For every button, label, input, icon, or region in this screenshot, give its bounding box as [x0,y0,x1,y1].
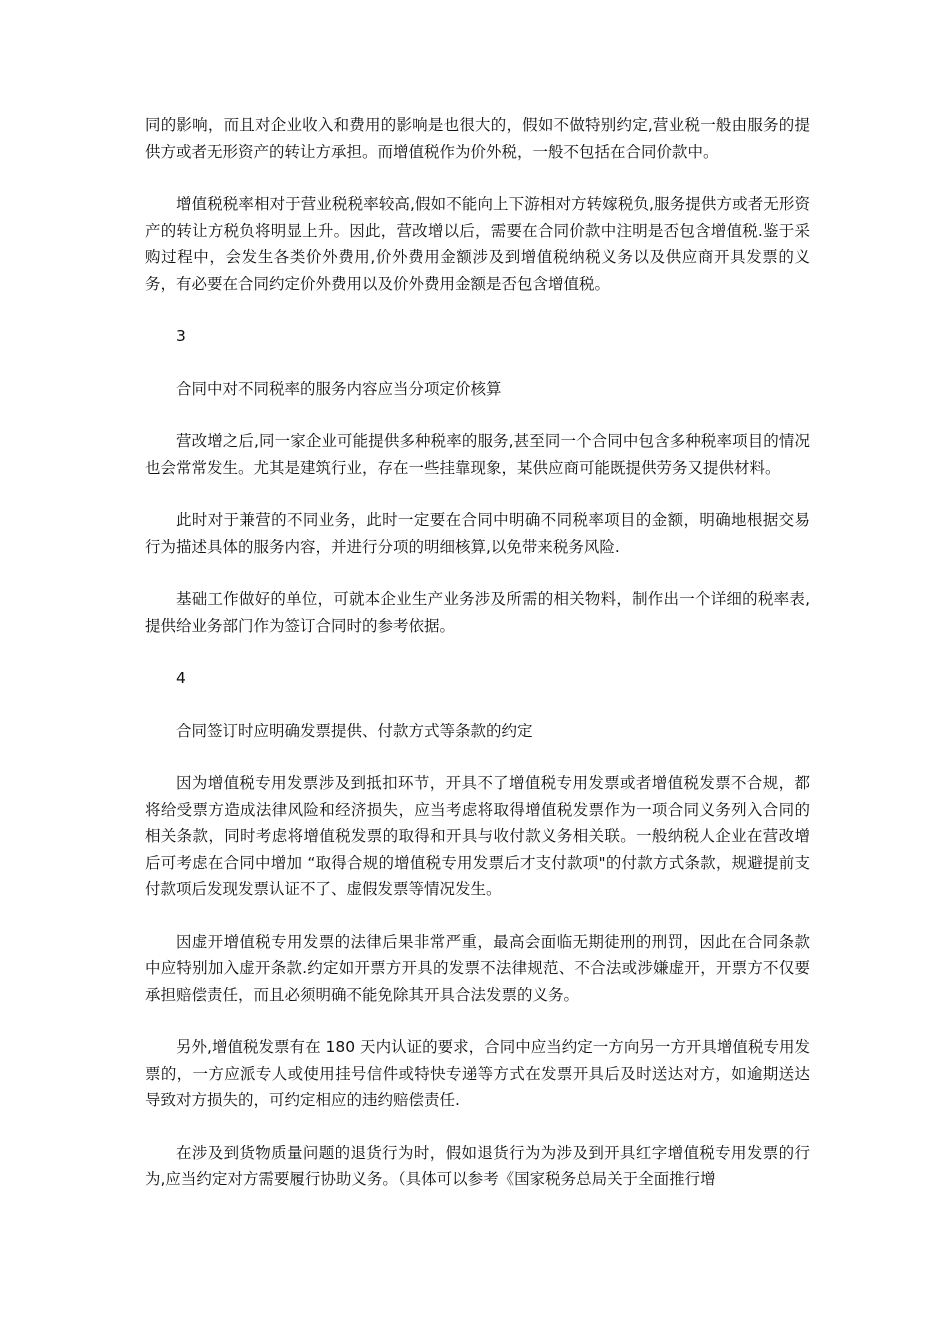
paragraph-vat-rate: 增值税税率相对于营业税税率较高,假如不能向上下游相对方转嫁税负,服务提供方或者无形资产的转让方税负将明显上升。因此，营改增以后，需要在合同价款中注明是否包含增值税.鉴于采购过程中，会发生各类价外费用,价外费用金额涉及到增值税纳税义务以及供应商开具发票的义务，有必要在合同约定价外费用以及价外费用金额是否包含增值税。 [145,195,810,293]
section-heading-4: 合同签订时应明确发票提供、付款方式等条款的约定 [176,721,533,740]
paragraph-invoice-terms: 因为增值税专用发票涉及到抵扣环节，开具不了增值税专用发票或者增值税发票不合规，都将给受票方造成法律风险和经济损失，应当考虑将取得增值税发票作为一项合同义务列入合同的相关条款，同时考虑将增值税发票的取得和开具与收付款义务相关联。一般纳税人企业在营改增后可考虑在合同中增加 “取得合规的增值税专用发票后才支付款项"的付款方式条款，规避提前支付款项后发现发票认证不了、虚假发票等情况发生。 [145,774,810,898]
paragraph-180-days: 另外,增值税发票有在 180 天内认证的要求，合同中应当约定一方向另一方开具增值税专用发票的，一方应派专人或使用挂号信件或特快专递等方式在发票开具后及时送达对方，如逾期送达导致对方损失的，可约定相应的违约赔偿责任. [145,1038,810,1109]
section-heading-3: 合同中对不同税率的服务内容应当分项定价核算 [176,379,502,398]
paragraph-multiple-rates: 营改增之后,同一家企业可能提供多种税率的服务,甚至同一个合同中包含多种税率项目的情况也会常常发生。尤其是建筑行业，存在一些挂靠现象，某供应商可能既提供劳务又提供材料。 [145,432,810,477]
paragraph-mixed-business: 此时对于兼营的不同业务，此时一定要在合同中明确不同税率项目的金额，明确地根据交易行为描述具体的服务内容，并进行分项的明细核算,以免带来税务风险. [145,511,810,556]
document-body [145,112,810,1219]
paragraph-contract-price-tax: 同的影响，而且对企业收入和费用的影响是也很大的，假如不做特别约定,营业税一般由服务的提供方或者无形资产的转让方承担。而增值税作为价外税，一般不包括在合同价款中。 [145,116,810,161]
paragraph-false-invoice: 因虚开增值税专用发票的法律后果非常严重，最高会面临无期徒刑的刑罚，因此在合同条款中应特别加入虚开条款.约定如开票方开具的发票不法律规范、不合法或涉嫌虚开，开票方不仅要承担赔偿责任，而且必须明确不能免除其开具合法发票的义务。 [145,932,810,1004]
paragraph-returns: 在涉及到货物质量问题的退货行为时，假如退货行为为涉及到开具红字增值税专用发票的行为,应当约定对方需要履行协助义务。（具体可以参考《国家税务总局关于全面推行增 [145,1143,810,1188]
section-number-3: 3 [176,327,186,345]
paragraph-rate-table: 基础工作做好的单位，可就本企业生产业务涉及所需的相关物料，制作出一个详细的税率表,提供给业务部门作为签订合同时的参考依据。 [145,590,810,635]
section-number-4: 4 [176,669,186,687]
